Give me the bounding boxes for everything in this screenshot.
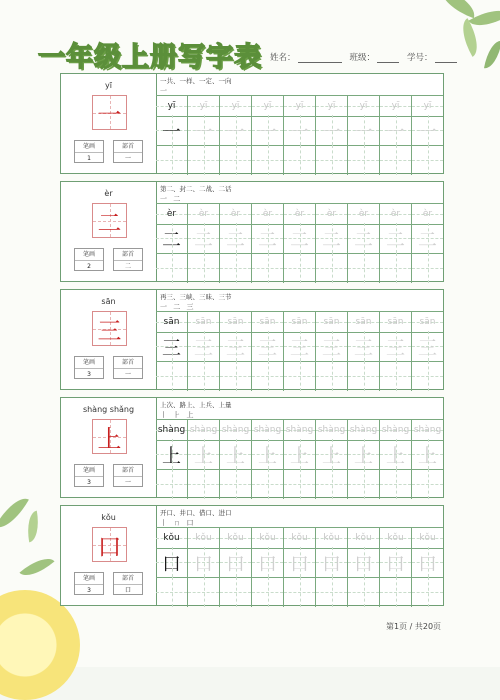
stroke-count-value: 3 <box>87 587 91 594</box>
hanzi-trace-cell[interactable]: 二 <box>284 223 316 253</box>
pinyin-cell[interactable]: yī <box>348 96 380 116</box>
pinyin-cell[interactable]: sān <box>412 312 443 332</box>
pinyin-cell[interactable]: èr <box>412 204 443 224</box>
example-words: 开口、井口、借口、进口 <box>160 509 232 517</box>
pinyin-cell[interactable]: sān <box>380 312 412 332</box>
stroke-count-value: 3 <box>87 479 91 486</box>
leaf-decoration <box>19 551 54 584</box>
radical-box <box>113 356 143 379</box>
stroke-count-label: 笔画 <box>75 573 103 585</box>
hanzi-trace-cell[interactable]: 二 <box>380 223 412 253</box>
practice-cell[interactable] <box>380 253 412 283</box>
hanzi-row <box>156 223 443 254</box>
hanzi-trace-cell[interactable]: 上 <box>156 439 188 469</box>
practice-cell[interactable] <box>252 577 284 607</box>
practice-cell[interactable] <box>348 145 380 175</box>
hanzi-trace-cell[interactable]: 二 <box>188 223 220 253</box>
leaf-decoration <box>24 511 42 543</box>
practice-cell[interactable] <box>220 253 252 283</box>
practice-cell[interactable] <box>380 469 412 499</box>
practice-cell[interactable] <box>156 145 188 175</box>
radical-value: 一 <box>124 479 131 486</box>
pinyin-cell[interactable]: yī <box>380 96 412 116</box>
practice-cell[interactable] <box>252 145 284 175</box>
stroke-order: 一 <box>160 87 169 95</box>
hanzi-trace-cell[interactable]: 口 <box>412 547 443 577</box>
character-pinyin: èr <box>104 189 113 198</box>
practice-cell[interactable] <box>316 361 348 391</box>
practice-area <box>156 74 443 173</box>
practice-cell[interactable] <box>284 469 316 499</box>
practice-cell[interactable] <box>156 469 188 499</box>
practice-cell[interactable] <box>316 469 348 499</box>
practice-cell[interactable] <box>220 145 252 175</box>
pinyin-cell[interactable]: èr <box>188 204 220 224</box>
stroke-count-box <box>74 248 104 271</box>
practice-cell[interactable] <box>284 253 316 283</box>
pinyin-cell[interactable]: shàng <box>188 420 220 440</box>
hanzi-row <box>156 115 443 146</box>
stroke-order: 一 二 <box>160 195 183 203</box>
hanzi-trace-cell[interactable]: 二 <box>348 223 380 253</box>
character-box <box>92 419 127 454</box>
character-glyph: 二 <box>97 209 122 237</box>
hanzi-trace-cell[interactable]: 口 <box>316 547 348 577</box>
blank-row <box>156 361 443 391</box>
stroke-count-box <box>74 464 104 487</box>
radical-box <box>113 248 143 271</box>
pinyin-cell[interactable]: èr <box>220 204 252 224</box>
practice-cell[interactable] <box>380 145 412 175</box>
practice-cell[interactable] <box>316 145 348 175</box>
hanzi-trace-cell[interactable]: 口 <box>252 547 284 577</box>
practice-cell[interactable] <box>188 577 220 607</box>
practice-cell[interactable] <box>348 253 380 283</box>
pinyin-cell[interactable]: èr <box>380 204 412 224</box>
pinyin-cell[interactable]: kǒu <box>156 528 188 548</box>
hanzi-trace-cell[interactable]: 一 <box>412 115 443 145</box>
practice-cell[interactable] <box>412 361 443 391</box>
practice-cell[interactable] <box>284 577 316 607</box>
pinyin-cell[interactable]: yī <box>156 96 188 116</box>
hanzi-trace-cell[interactable]: 口 <box>188 547 220 577</box>
hanzi-trace-cell[interactable]: 三 <box>380 331 412 361</box>
stroke-count-value: 1 <box>87 155 91 162</box>
radical-label: 部首 <box>114 357 142 369</box>
radical-box <box>113 140 143 163</box>
practice-cell[interactable] <box>412 469 443 499</box>
practice-area <box>156 506 443 605</box>
pinyin-cell[interactable]: yī <box>316 96 348 116</box>
example-words: 第二、封二、二战、二话 <box>160 185 232 193</box>
hanzi-row <box>156 439 443 470</box>
pinyin-cell[interactable]: èr <box>252 204 284 224</box>
example-words: 上次、路上、上兵、上量 <box>160 401 232 409</box>
radical-value: 一 <box>124 371 131 378</box>
leaf-decoration <box>484 39 500 71</box>
practice-cell[interactable] <box>284 361 316 391</box>
hanzi-trace-cell[interactable]: 口 <box>348 547 380 577</box>
character-glyph: 口 <box>97 533 122 561</box>
pinyin-cell[interactable]: yī <box>188 96 220 116</box>
pinyin-cell[interactable]: èr <box>348 204 380 224</box>
pinyin-cell[interactable]: kǒu <box>284 528 316 548</box>
page-indicator: 第1页 / 共20页 <box>386 622 442 631</box>
stroke-order: 丨 ㄇ 口 <box>160 519 196 527</box>
hanzi-row <box>156 547 443 578</box>
character-card <box>60 505 444 606</box>
hanzi-trace-cell[interactable]: 一 <box>156 115 188 145</box>
practice-area <box>156 290 443 389</box>
pinyin-row <box>156 203 443 225</box>
pinyin-cell[interactable]: sān <box>348 312 380 332</box>
pinyin-cell[interactable]: kǒu <box>252 528 284 548</box>
hanzi-trace-cell[interactable]: 三 <box>188 331 220 361</box>
radical-box <box>113 464 143 487</box>
hanzi-trace-cell[interactable]: 口 <box>220 547 252 577</box>
pinyin-cell[interactable]: yī <box>284 96 316 116</box>
pinyin-cell[interactable]: sān <box>188 312 220 332</box>
practice-cell[interactable] <box>220 361 252 391</box>
pinyin-cell[interactable]: kǒu <box>412 528 443 548</box>
stroke-count-label: 笔画 <box>75 357 103 369</box>
example-words: 再三、三峡、三昧、三节 <box>160 293 232 301</box>
stroke-count-value: 2 <box>87 263 91 270</box>
stroke-count-box <box>74 572 104 595</box>
practice-cell[interactable] <box>188 469 220 499</box>
pinyin-row <box>156 419 443 441</box>
character-pinyin: sān <box>101 297 116 306</box>
radical-box <box>113 572 143 595</box>
pinyin-cell[interactable]: èr <box>316 204 348 224</box>
name-field[interactable]: 姓名： <box>270 51 342 63</box>
character-info-panel <box>61 398 157 497</box>
pinyin-cell[interactable]: shàng <box>412 420 443 440</box>
character-pinyin: kǒu <box>101 513 116 522</box>
number-field[interactable]: 学号： <box>407 51 457 63</box>
character-info-panel <box>61 506 157 605</box>
character-card <box>60 181 444 282</box>
blank-row <box>156 253 443 283</box>
practice-cell[interactable] <box>412 145 443 175</box>
hanzi-trace-cell[interactable]: 上 <box>220 439 252 469</box>
hanzi-row <box>156 331 443 362</box>
hanzi-trace-cell[interactable]: 上 <box>252 439 284 469</box>
pinyin-cell[interactable]: shàng <box>156 420 188 440</box>
pinyin-cell[interactable]: èr <box>156 204 188 224</box>
pinyin-cell[interactable]: shàng <box>380 420 412 440</box>
hanzi-trace-cell[interactable]: 一 <box>252 115 284 145</box>
hanzi-trace-cell[interactable]: 一 <box>284 115 316 145</box>
page-title: 一年级上册写字表 <box>38 41 262 73</box>
pinyin-cell[interactable]: kǒu <box>220 528 252 548</box>
radical-value: 二 <box>124 263 131 270</box>
hanzi-trace-cell[interactable]: 三 <box>348 331 380 361</box>
practice-cell[interactable] <box>156 577 188 607</box>
character-glyph: 一 <box>97 101 122 129</box>
stroke-count-label: 笔画 <box>75 249 103 261</box>
hanzi-trace-cell[interactable]: 口 <box>156 547 188 577</box>
practice-cell[interactable] <box>412 577 443 607</box>
practice-cell[interactable] <box>252 253 284 283</box>
class-field[interactable]: 班级： <box>350 51 400 63</box>
practice-area <box>156 182 443 281</box>
practice-cell[interactable] <box>156 253 188 283</box>
character-info-panel <box>61 74 157 173</box>
practice-cell[interactable] <box>220 577 252 607</box>
hanzi-trace-cell[interactable]: 二 <box>252 223 284 253</box>
pinyin-cell[interactable]: kǒu <box>380 528 412 548</box>
character-info-panel <box>61 290 157 389</box>
hanzi-trace-cell[interactable]: 二 <box>220 223 252 253</box>
pinyin-cell[interactable]: sān <box>252 312 284 332</box>
pinyin-cell[interactable]: sān <box>156 312 188 332</box>
hanzi-trace-cell[interactable]: 一 <box>380 115 412 145</box>
practice-cell[interactable] <box>252 469 284 499</box>
hanzi-trace-cell[interactable]: 二 <box>412 223 443 253</box>
pinyin-cell[interactable]: shàng <box>220 420 252 440</box>
character-pinyin: shàng shǎng <box>82 405 135 414</box>
hanzi-trace-cell[interactable]: 上 <box>412 439 443 469</box>
character-box <box>92 95 127 130</box>
stroke-count-label: 笔画 <box>75 465 103 477</box>
hanzi-trace-cell[interactable]: 三 <box>220 331 252 361</box>
hanzi-trace-cell[interactable]: 三 <box>156 331 188 361</box>
practice-cell[interactable] <box>348 361 380 391</box>
hanzi-trace-cell[interactable]: 口 <box>284 547 316 577</box>
pinyin-cell[interactable]: sān <box>316 312 348 332</box>
radical-value: 一 <box>124 155 131 162</box>
hanzi-trace-cell[interactable]: 二 <box>156 223 188 253</box>
practice-area <box>156 398 443 497</box>
pinyin-cell[interactable]: sān <box>284 312 316 332</box>
character-card <box>60 73 444 174</box>
character-card <box>60 397 444 498</box>
pinyin-cell[interactable]: èr <box>284 204 316 224</box>
hanzi-trace-cell[interactable]: 一 <box>348 115 380 145</box>
hanzi-trace-cell[interactable]: 三 <box>412 331 443 361</box>
hanzi-trace-cell[interactable]: 口 <box>380 547 412 577</box>
pinyin-cell[interactable]: shàng <box>316 420 348 440</box>
pinyin-cell[interactable]: shàng <box>284 420 316 440</box>
pinyin-cell[interactable]: kǒu <box>348 528 380 548</box>
character-box <box>92 203 127 238</box>
hanzi-trace-cell[interactable]: 三 <box>316 331 348 361</box>
hanzi-trace-cell[interactable]: 上 <box>348 439 380 469</box>
pinyin-cell[interactable]: sān <box>220 312 252 332</box>
hanzi-trace-cell[interactable]: 二 <box>316 223 348 253</box>
pinyin-cell[interactable]: yī <box>412 96 443 116</box>
hanzi-trace-cell[interactable]: 一 <box>188 115 220 145</box>
character-pinyin: yī <box>105 81 112 90</box>
character-glyph: 上 <box>97 425 122 453</box>
blank-row <box>156 145 443 175</box>
stroke-count-box <box>74 356 104 379</box>
radical-label: 部首 <box>114 141 142 153</box>
stroke-order: 丨 ⺊ 上 <box>160 411 196 419</box>
practice-cell[interactable] <box>188 361 220 391</box>
example-words: 一共、一样、一定、一向 <box>160 77 232 85</box>
stroke-count-value: 3 <box>87 371 91 378</box>
practice-cell[interactable] <box>380 577 412 607</box>
stroke-count-label: 笔画 <box>75 141 103 153</box>
blank-row <box>156 469 443 499</box>
leaf-decoration <box>436 0 480 18</box>
stroke-order: 一 二 三 <box>160 303 196 311</box>
practice-cell[interactable] <box>188 145 220 175</box>
pinyin-cell[interactable]: yī <box>220 96 252 116</box>
pinyin-row <box>156 527 443 549</box>
hanzi-trace-cell[interactable]: 上 <box>380 439 412 469</box>
pinyin-cell[interactable]: shàng <box>348 420 380 440</box>
pinyin-row <box>156 95 443 117</box>
hanzi-trace-cell[interactable]: 上 <box>188 439 220 469</box>
practice-cell[interactable] <box>348 469 380 499</box>
pinyin-cell[interactable]: kǒu <box>188 528 220 548</box>
hanzi-trace-cell[interactable]: 一 <box>316 115 348 145</box>
character-box <box>92 311 127 346</box>
practice-cell[interactable] <box>316 253 348 283</box>
character-card <box>60 289 444 390</box>
practice-cell[interactable] <box>284 145 316 175</box>
pinyin-cell[interactable]: kǒu <box>316 528 348 548</box>
character-info-panel <box>61 182 157 281</box>
hanzi-trace-cell[interactable]: 上 <box>316 439 348 469</box>
practice-cell[interactable] <box>412 253 443 283</box>
hanzi-trace-cell[interactable]: 上 <box>284 439 316 469</box>
radical-label: 部首 <box>114 573 142 585</box>
leaf-decoration <box>0 492 29 535</box>
character-glyph: 三 <box>97 317 122 345</box>
practice-cell[interactable] <box>188 253 220 283</box>
pinyin-cell[interactable]: shàng <box>252 420 284 440</box>
practice-cell[interactable] <box>380 361 412 391</box>
radical-value: 口 <box>124 587 131 594</box>
pinyin-row <box>156 311 443 333</box>
stroke-count-box <box>74 140 104 163</box>
hanzi-trace-cell[interactable]: 三 <box>284 331 316 361</box>
practice-cell[interactable] <box>156 361 188 391</box>
student-info <box>270 51 465 63</box>
character-box <box>92 527 127 562</box>
blank-row <box>156 577 443 607</box>
radical-label: 部首 <box>114 465 142 477</box>
practice-cell[interactable] <box>348 577 380 607</box>
lemon-slice-decoration <box>0 590 80 700</box>
radical-label: 部首 <box>114 249 142 261</box>
pinyin-cell[interactable]: yī <box>252 96 284 116</box>
practice-cell[interactable] <box>220 469 252 499</box>
hanzi-trace-cell[interactable]: 三 <box>252 331 284 361</box>
practice-cell[interactable] <box>316 577 348 607</box>
practice-cell[interactable] <box>252 361 284 391</box>
hanzi-trace-cell[interactable]: 一 <box>220 115 252 145</box>
